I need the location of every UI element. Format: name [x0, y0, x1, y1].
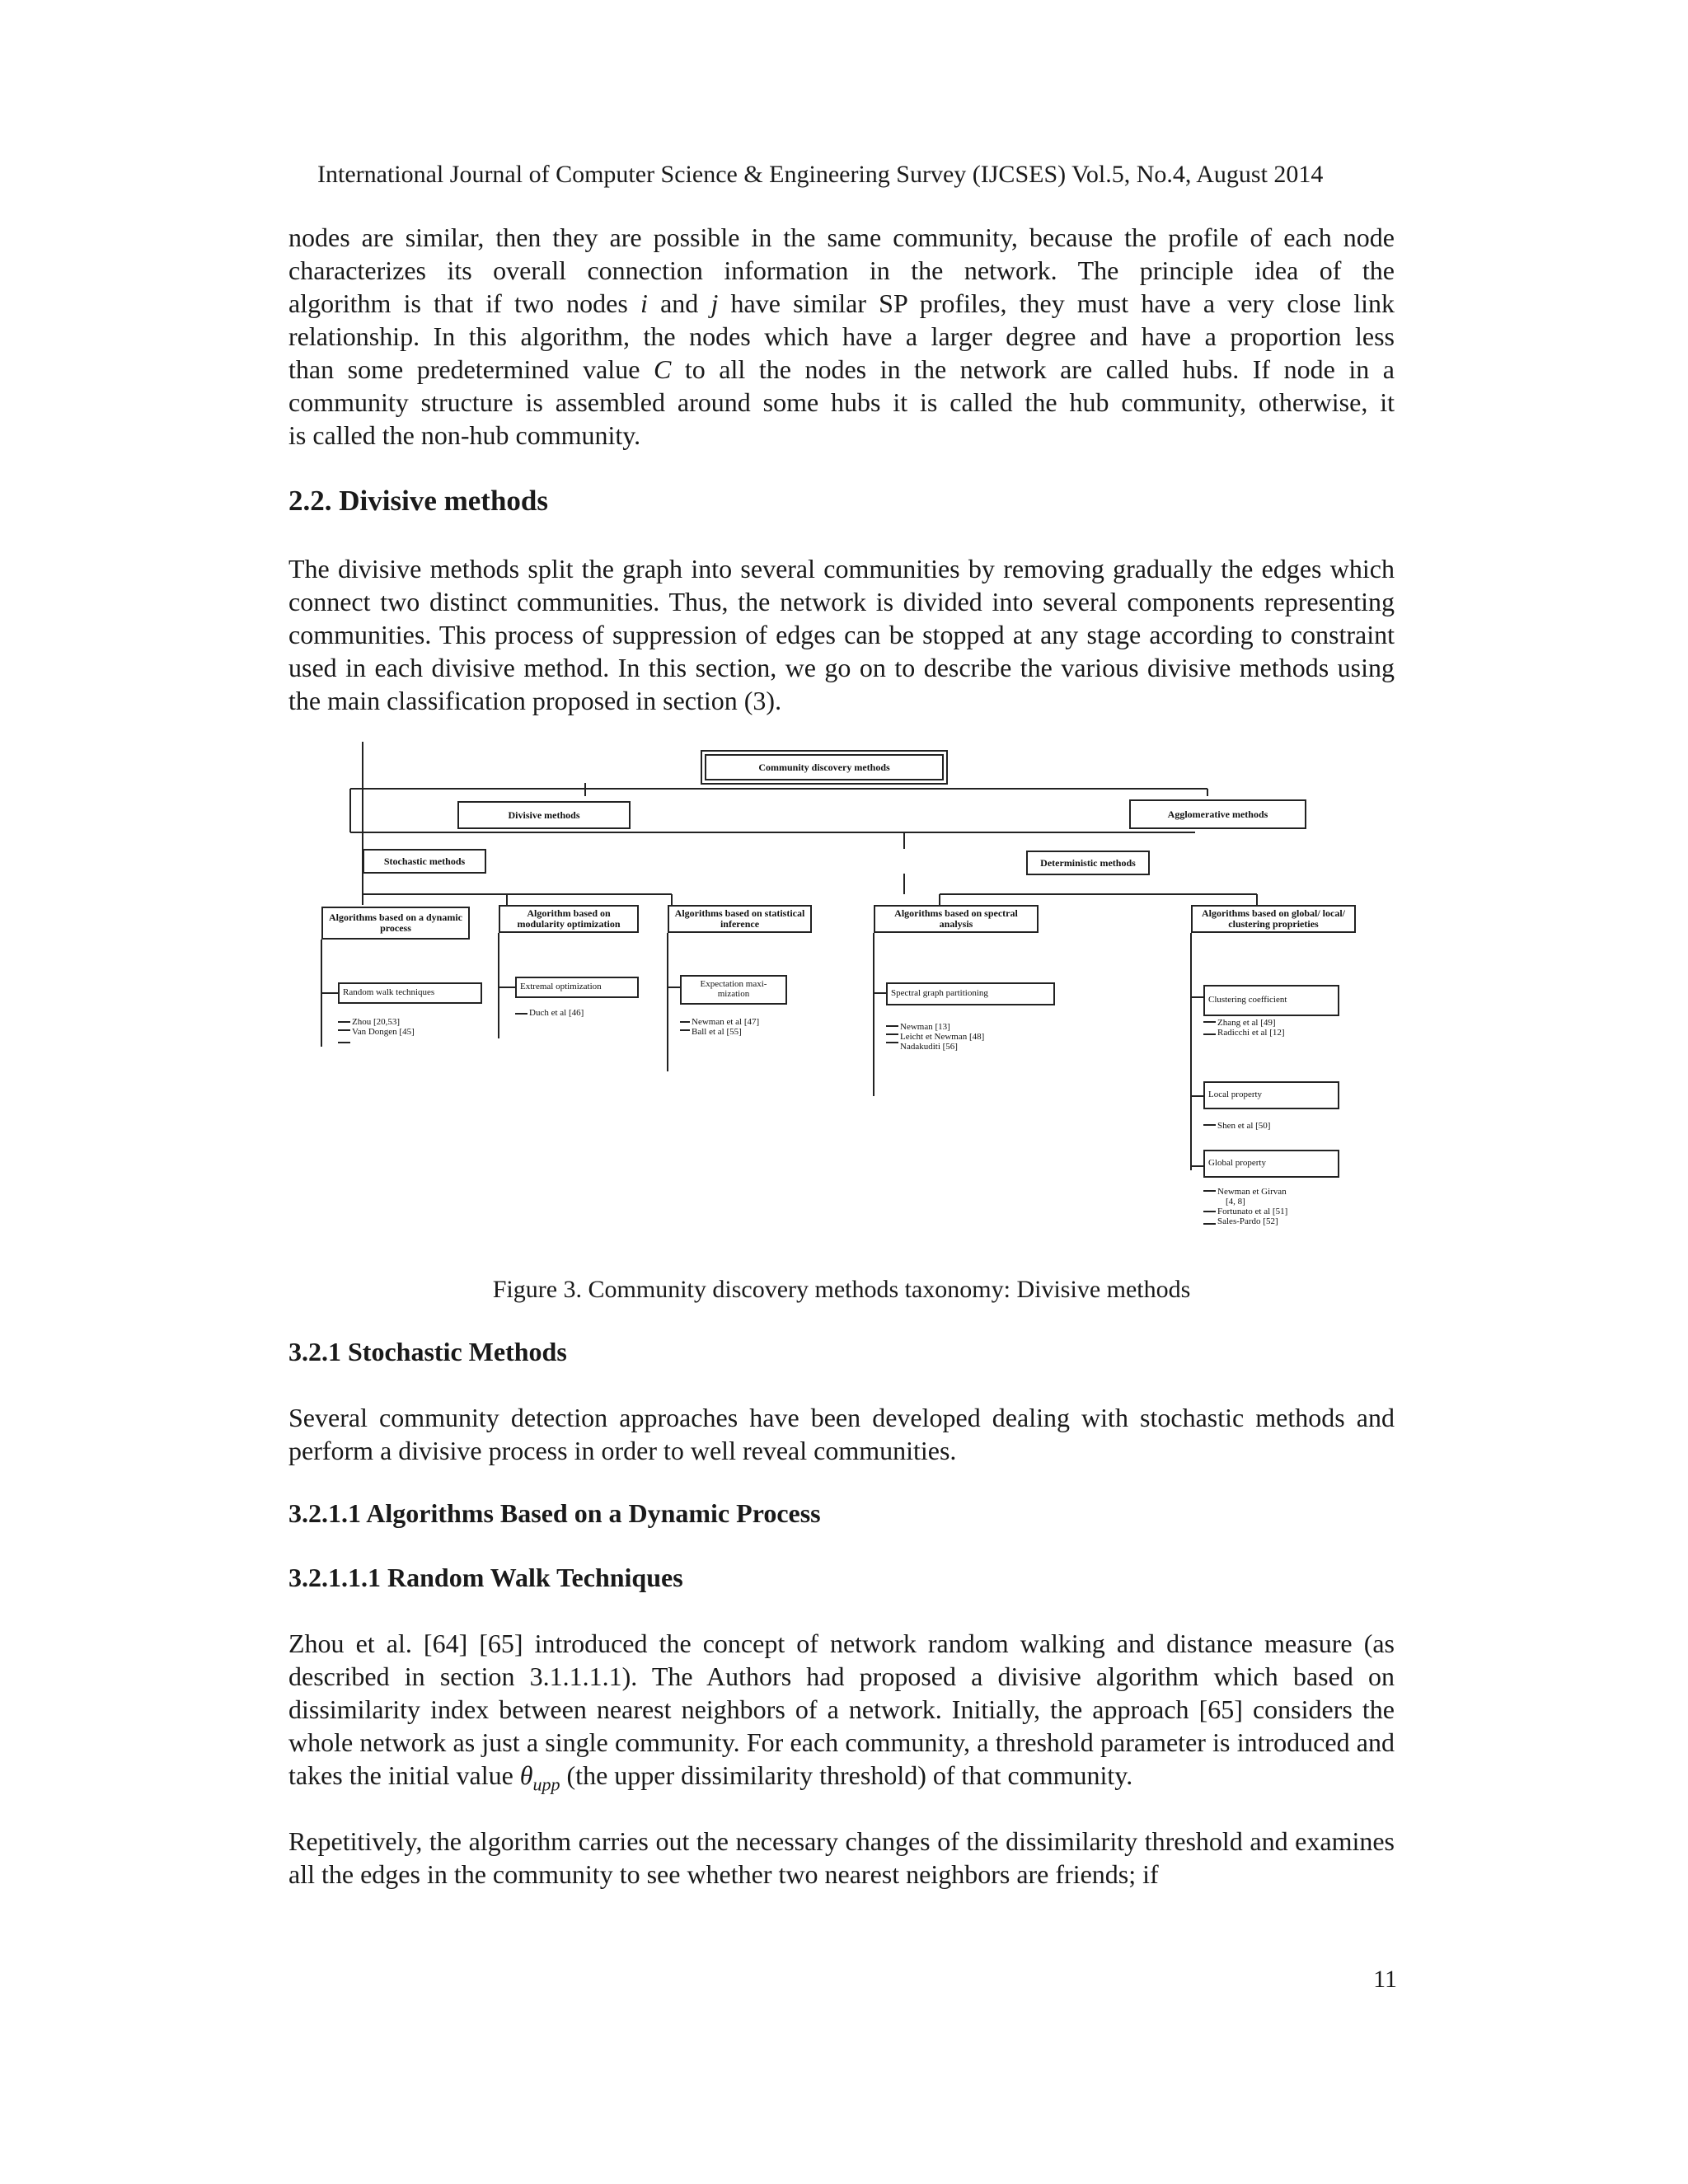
refs-global: [1217, 1187, 1287, 1226]
reference-item: Leicht et Newman [48]: [900, 1032, 985, 1042]
reference-item: Nadakuditi [56]: [900, 1042, 958, 1052]
reference-item: Sales-Pardo [52]: [1217, 1216, 1278, 1226]
reference-item: Van Dongen [45]: [352, 1027, 415, 1037]
sub-extremal-optimization: Extremal optimization: [515, 977, 639, 998]
stochastic-node: Stochastic methods: [363, 849, 486, 874]
reference-item: Fortunato et al [51]: [1217, 1207, 1288, 1216]
random-walk-paragraph: [288, 1627, 1395, 1801]
category-modularity: Algorithm based on modularity optimization: [499, 905, 639, 933]
reference-item: Ball et al [55]: [692, 1027, 742, 1037]
reference-item: Newman et Girvan: [1217, 1187, 1287, 1197]
math-variable: i: [640, 288, 648, 318]
reference-item: [4, 8]: [1226, 1197, 1245, 1207]
reference-item: Newman [13]: [900, 1022, 950, 1032]
reference-item: Newman et al [47]: [692, 1017, 760, 1027]
theta-subscript: upp: [532, 1774, 560, 1795]
category-statistical-inference: Algorithms based on statistical inference: [668, 905, 812, 933]
intro-line: [288, 221, 1395, 254]
sub-random-walk: Random walk techniques: [338, 982, 482, 1004]
intro-text: characterizes its overall connection information in the network. The principle idea of the: [288, 255, 1395, 285]
category-dynamic-process: Algorithms based on a dynamic process: [321, 907, 470, 940]
refs-clustering-coefficient: [1217, 1018, 1285, 1038]
root-node: Community discovery methods: [705, 754, 944, 780]
random-walk-text-end: (the upper dissimilarity threshold) of that community.: [560, 1760, 1133, 1790]
intro-line: [288, 287, 1395, 320]
theta-letter: θ: [519, 1760, 533, 1790]
reference-item: Zhang et al [49]: [1217, 1018, 1276, 1028]
refs-extremal: [529, 1008, 584, 1018]
intro-line: [288, 386, 1395, 419]
intro-line: [288, 254, 1395, 287]
agglomerative-node: Agglomerative methods: [1129, 799, 1306, 829]
section-3-2-1-1-1-title: 3.2.1.1.1 Random Walk Techniques: [288, 1563, 683, 1592]
intro-text: nodes are similar, then they are possible in the same community, because the profile of each node: [288, 223, 1395, 252]
sub-global-property: Global property: [1203, 1150, 1339, 1178]
refs-random-walk: [352, 1017, 415, 1037]
intro-text: is called the non-hub community.: [288, 420, 641, 450]
divisive-node: Divisive methods: [457, 801, 631, 829]
intro-text: to all the nodes in the network are called hubs. If node in a: [671, 354, 1395, 384]
figure-caption: Figure 3. Community discovery methods taxonomy: Divisive methods: [492, 1276, 1191, 1303]
journal-header: International Journal of Computer Science & Engineering Survey (IJCSES) Vol.5, No.4, August 2014: [317, 161, 1324, 188]
refs-local: [1217, 1121, 1270, 1131]
sub-spectral-graph-partitioning: Spectral graph partitioning: [886, 982, 1055, 1005]
section-3-2-1-title: 3.2.1 Stochastic Methods: [288, 1337, 567, 1366]
intro-text: have similar SP profiles, they must have a very close link: [718, 288, 1395, 318]
refs-expectation: [692, 1017, 759, 1037]
section-3-2-1-paragraph: Several community detection approaches have been developed dealing with stochastic methods and perform a divisive process in order to well reveal communities.: [288, 1403, 1395, 1465]
reference-item: Zhou [20,53]: [352, 1017, 401, 1027]
taxonomy-diagram: [317, 742, 1381, 1244]
sub-expectation-maximization: Expectation maxi-mization: [680, 975, 787, 1005]
reference-item: Radicchi et al [12]: [1217, 1028, 1285, 1038]
intro-line: [288, 353, 1395, 386]
deterministic-node: Deterministic methods: [1026, 851, 1150, 875]
sub-local-property: Local property: [1203, 1081, 1339, 1109]
repetitively-paragraph: Repetitively, the algorithm carries out the necessary changes of the dissimilarity threshold and examines all the edges in the community to see whether two nearest neighbors are friends; if: [288, 1826, 1395, 1889]
reference-item: Shen et al [50]: [1217, 1121, 1271, 1131]
intro-text: relationship. In this algorithm, the nodes which have a larger degree and have a proportion less: [288, 321, 1395, 351]
page-number: 11: [1373, 1966, 1397, 1993]
intro-text: than some predetermined value: [288, 354, 654, 384]
section-2-2-paragraph: The divisive methods split the graph into several communities by removing gradually the edges which connect two distinct communities. Thus, the network is divided into several components representing communities. This process of suppression of edges can be stopped at any stage according to constraint used in each divisive method. In this section, we go on to describe the various divisive methods using the main classification proposed in section (3).: [288, 554, 1395, 715]
intro-text: and: [647, 288, 711, 318]
theta-symbol: [519, 1760, 560, 1795]
intro-paragraph: [288, 221, 1395, 452]
section-3-2-1-1-title: 3.2.1.1 Algorithms Based on a Dynamic Process: [288, 1498, 821, 1528]
category-spectral: Algorithms based on spectral analysis: [874, 905, 1039, 933]
reference-item: Duch et al [46]: [529, 1008, 584, 1018]
intro-text: community structure is assembled around some hubs it is called the hub community, otherwise, it: [288, 387, 1395, 417]
category-clustering: Algorithms based on global/ local/ clustering proprieties: [1191, 905, 1356, 933]
section-2-2-title: 2.2. Divisive methods: [288, 485, 548, 517]
intro-text: algorithm is that if two nodes: [288, 288, 640, 318]
intro-line: [288, 419, 1395, 452]
math-variable: j: [710, 288, 719, 318]
refs-spectral: [900, 1022, 984, 1052]
math-variable: C: [653, 354, 672, 384]
sub-clustering-coefficient: Clustering coefficient: [1203, 985, 1339, 1016]
random-walk-text: Zhou et al. [64] [65] introduced the concept of network random walking and distance measure (as described in section 3.1.1.1.1). The Authors had proposed a divisive algorithm which based on dissimilarity index between nearest neighbors of a network. Initially, the approach [65] considers the whole network as just a single community. For each community, a threshold parameter is introduced and takes the initial value: [288, 1629, 1395, 1790]
intro-line: [288, 320, 1395, 353]
